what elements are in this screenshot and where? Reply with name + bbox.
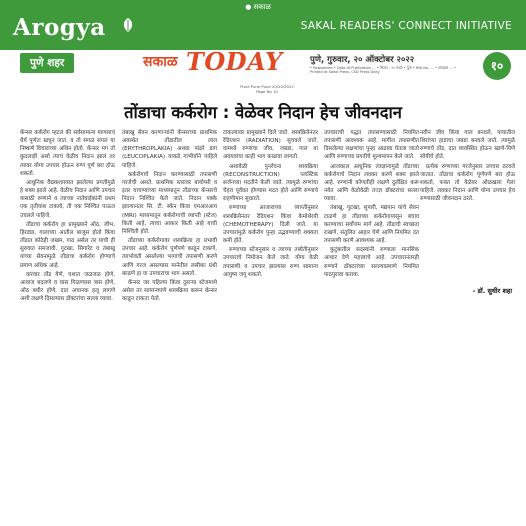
header-bar bbox=[0, 0, 526, 50]
dateline: पुणे, गुरुवार, २० ऑक्टोबर २०२२ bbox=[310, 55, 415, 65]
article-column-3 bbox=[223, 129, 318, 511]
paragraph: तोंडाचा कर्करोग हा प्रामुख्याने ओठ, जीभ, हिरड्या, गालाच्या आतील बाजूस होतो किंवा तोंडात कोठेही जखम, गाठ असेल तर याची ही सुरुवात समजावी. गुटखा, सिगारेट व तंबाखू यांच्या सेवनामुळे तोंडाचा कर्करोग होण्याचे प्रमाण अधिक आहे. bbox=[20, 221, 115, 269]
paragraph: नवीन जीव किंवा गाल बनवले, पायातील शिरांच्या हाडाचा जबडा बनवले जाते. त्यामुळे रुग्णाचे तोंड, दात व्यवस्थित होऊन खाणे-पिणे सोयीचे होते. bbox=[420, 130, 515, 161]
paragraph: प्रत्येक रुग्णाच्या गरजेनुसार उपचार ठरवले जातात. तोंडाचा कर्करोग पूर्णपणे बरा होऊ शकतो, फक्त तो वेळेवर ओळखला गेला पाहिजे. लवकर निदान आणि योग्य उपचार हेच रुग्णासाठी जीवनदान ठरते. bbox=[420, 163, 515, 203]
paragraph: उपचाराची पद्धत तपासण्यासाठी नियमित तपासणी आवश्यक आहे. मागील तपासणीत दिसलेल्या लक्षणांचा पुन्हा आढावा घेतला जातो आणि रुग्णाच्या प्रगतीचे मूल्यमापन केले जाते. bbox=[324, 130, 419, 161]
article-column-4 bbox=[324, 129, 419, 511]
paragraph: कॅन्सर जर पहिल्या किंवा दुसऱ्या स्टेजमध्ये असेल तर सामान्यपणे शस्त्रक्रिया करून कॅन्सर काढून टाकता येतो. bbox=[122, 279, 217, 303]
paragraph: टाकल्यावर प्रामुख्याने दिले जाते. शस्त्रक्रियेनंतर रेडिएशन (RADIATION) सुचवले जाते. यामध्ये रुग्णांचा जीव, जबडा, गाल या अवयवांचा काही भाग काढावा लागतो. bbox=[223, 130, 318, 161]
brand-title: Arogya bbox=[13, 14, 106, 41]
article-column-5 bbox=[420, 129, 515, 299]
page-number-badge: १० bbox=[483, 52, 511, 80]
paragraph: वारंवार तोंड येणे, घशात जळजळ होणे, आवाज बदलणे व घास गिळण्यास त्रास होणे, ओठ बधीर होणे, दात अचानक हलू लागणे अशी लक्षणे दिसल्यास डॉक्टरांचा सल्ला घ्यावा. bbox=[20, 271, 115, 303]
leaf-icon bbox=[121, 17, 135, 33]
paragraph: कॅन्सर कर्करोग म्हटलं की सर्वसामान्य माणसाचं धैर्य पूर्णतः खचून जातं. व तो सगळं संपलं या निष्कर्ष विचारांच्या अधिन होतो. कॅन्सर मग तो कुठलाही असो त्याचं वेळीच निदान झालं तर त्यावर योग्य उपचार होऊन रुग्ण पूर्ण बरा होऊ शकतो. bbox=[20, 130, 115, 177]
article-headline: तोंडाचा कर्करोग : वेळेवर निदान हेच जीवनदान bbox=[124, 103, 402, 122]
paragraph: अशावेळी पुनर्रचना शस्त्रक्रिया (RECONSTRUCTION) प्लास्टिक सर्जनच्या मदतीने केली जाते. त्यामुळे रुग्णांचा चेहरा पूर्ववत होण्यास मदत होते आणि रुग्णाचे राहणीमान सुधारते. bbox=[223, 163, 318, 203]
paragraph: आजकाल आधुनिक तंत्रज्ञानामुळे तोंडाच्या कर्करोगाचे निदान लवकर करणे शक्य झाले आहे. रुग्णांनी कोणतीही लक्षणे दुर्लक्षित करू नयेत आणि वेळोवेळी तज्ज्ञ डॉक्टरांचा सल्ला घ्यावा. bbox=[324, 163, 419, 203]
edition-city-badge: पुणे शहर bbox=[20, 53, 74, 73]
paragraph: कुटुंबातील सदस्यांनी रुग्णाला मानसिक आधार देणे महत्त्वाचे आहे. उपचारानंतरही रुग्णाने डॉक्टरांच्या सल्ल्याप्रमाणे नियमित पाठपुरावा करावा. bbox=[324, 247, 419, 278]
sakal-label: सकाळ bbox=[143, 54, 178, 70]
publisher-mark: ● सकाळ bbox=[245, 3, 271, 11]
edition-info: Pune Pune Pune 20/10/2022 Page No 10 bbox=[240, 84, 294, 94]
author-byline: - डॉ. सुधीर शहा bbox=[472, 287, 512, 295]
today-logo: TODAY bbox=[186, 47, 283, 76]
paragraph: कर्करोगाचे निदान करण्यासाठी तपासणी गरजेची असते. प्राथमिक स्तरावर बायोप्सी व इतर चाचण्यांच्या माध्यमातून तोंडाच्या कॅन्सरचे निदान निश्चित केले जाते. निदान पक्के झाल्यानंतर सि. टी. स्कॅन किंवा एमआरआय (MRI) माध्यमातून कर्करोगाची व्याप्ती (स्टेज) किती आहे, त्याचा आकार किती आहे याची निश्चिती होते. bbox=[122, 171, 217, 235]
tagline: SAKAL READERS' CONNECT INITIATIVE bbox=[300, 20, 512, 32]
paragraph: तोंडाच्या कर्करोगावर शस्त्रक्रिया हा प्रभावी उपचार आहे. कर्करोग पूर्णपणे काढून टाकणे, त्याभोवती असलेल्या भागाची तपासणी करणे आणि गरज असल्यास मानेतील लसीका ग्रंथी काढणे हा या उपचाराचा भाग असतो. bbox=[122, 238, 217, 277]
article-column-2 bbox=[122, 129, 217, 511]
paragraph: तंबाखू, गुटखा, सुपारी, मद्यपान यांचे सेवन टाळणे हा तोंडाच्या कर्करोगापासून बचाव करण्याचा सर्वोत्तम मार्ग आहे. तोंडाची स्वच्छता राखणे, संतुलित आहार घेणे आणि नियमित दंत तपासणी करणे आवश्यक आहे. bbox=[324, 205, 419, 245]
paragraph: रुग्णाच्या आजाराच्या व्याप्तीनुसार शस्त्रक्रियेनंतर रेडिएशन किंवा केमोथेरपी (CHEMOTHERAPY) दिली जाते. या उपचारांमुळे कर्करोग पुन्हा उद्भवण्याची शक्यता कमी होते. bbox=[223, 205, 318, 245]
article-column-1 bbox=[20, 129, 115, 511]
paragraph: तंबाखू सेवन करणाऱ्यांनी कॅन्सरच्या प्राथमिक अवस्थेत तोंडातील लाल (ERYTHROPLAKIA) अथवा पांढरे डाग (LEUCOPLAKIA) याकडे गांभीर्याने पाहिले पाहिजे. bbox=[122, 130, 217, 169]
paragraph: रुग्णाच्या स्टेजनुसार व त्याच्या तब्येतीनुसार उपचाराचे नियोजन केले जाते. योग्य वेळी तपासणी व उपचार झाल्यास रुग्ण सामान्य आयुष्य जगू शकतो. bbox=[223, 247, 318, 278]
publication-fineprint: • Registered • Date of Publication ... • किंमत : १० रुपये • पुणे • RNI No. ... • संपादक ... • Printed at Sakal Press, CSD Press Daily bbox=[310, 66, 457, 75]
paragraph: आधुनिक वैद्यकशास्त्रात झालेल्या प्रगतीमुळे हे शक्य झाले आहे. वेळीच निदान आणि उपचार यासाठी रुग्णाने व त्याच्या नातेवाईकांनी प्रथम एक तृतीयांश टाकावे, ती एक निश्चित पाऊल उचलले पाहिजे. bbox=[20, 179, 115, 219]
